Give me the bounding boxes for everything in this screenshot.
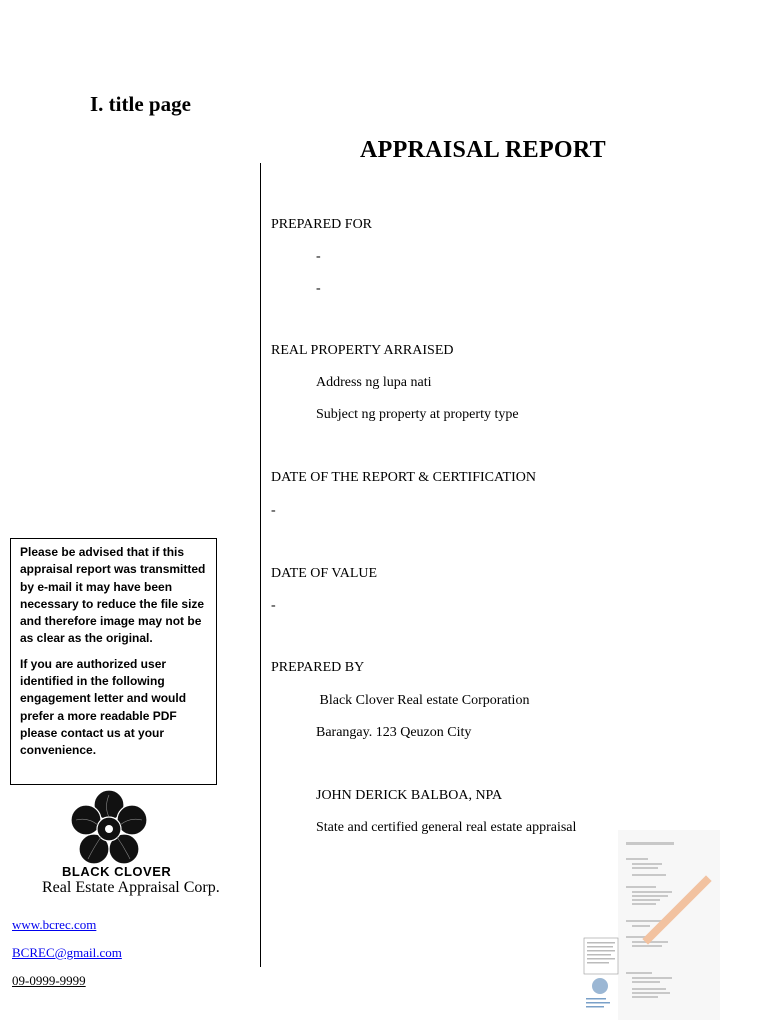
value-date-value: - xyxy=(271,598,276,613)
clover-icon xyxy=(64,787,154,871)
appraiser-name: JOHN DERICK BALBOA, NPA xyxy=(316,788,503,803)
section-title: I. title page xyxy=(90,92,191,116)
property-subject: Subject ng property at property type xyxy=(316,407,519,422)
prepared-by-company: Black Clover Real estate Corporation xyxy=(316,693,530,708)
prepared-for-line-2: - xyxy=(316,281,321,296)
prepared-by-address: Barangay. 123 Qeuzon City xyxy=(316,725,472,740)
prepared-for-line-1: - xyxy=(316,249,321,264)
vertical-divider xyxy=(260,163,261,967)
email-link[interactable]: BCREC@gmail.com xyxy=(12,945,122,960)
sample-report-thumbnail xyxy=(582,830,720,1020)
appraiser-title: State and certified general real estate appraisal xyxy=(316,820,577,835)
notice-paragraph: Please be advised that if this appraisal report was transmitted by e-mail it may have been necessary to reduce the file size and therefore image may not be as clear as the original. xyxy=(20,545,206,646)
prepared-by-heading: PREPARED BY xyxy=(271,660,365,675)
report-date-heading: DATE OF THE REPORT & CERTIFICATION xyxy=(271,470,536,485)
prepared-for-heading: PREPARED FOR xyxy=(271,217,373,232)
notice-box xyxy=(10,538,217,785)
website-link[interactable]: www.bcrec.com xyxy=(12,917,97,932)
report-title: APPRAISAL REPORT xyxy=(360,137,606,163)
notice-paragraph: If you are authorized user identified in the following engagement letter and would prefer a more readable PDF please contact us at your convenience. xyxy=(20,656,187,758)
logo-name: BLACK CLOVER xyxy=(62,864,172,879)
property-heading: REAL PROPERTY ARRAISED xyxy=(271,343,454,358)
value-date-heading: DATE OF VALUE xyxy=(271,566,378,581)
logo-tagline: Real Estate Appraisal Corp. xyxy=(42,879,220,896)
property-address: Address ng lupa nati xyxy=(316,375,432,390)
report-date-value: - xyxy=(271,503,276,518)
phone-number: 09-0999-9999 xyxy=(12,973,86,988)
